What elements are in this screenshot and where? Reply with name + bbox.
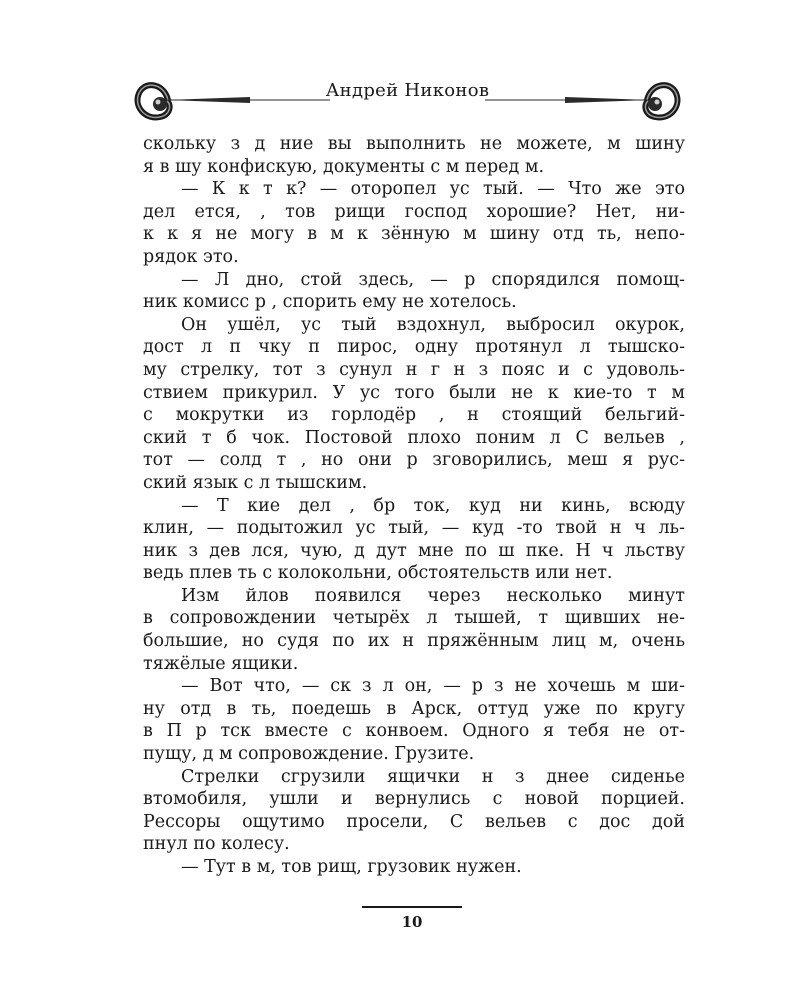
text-line: — Т кие дел , бр ток, куд ни кинь, всюду (181, 495, 685, 516)
text-line: дост л п чку п пирос, одну протянул л тышско- (143, 337, 685, 358)
text-line: — К к т к? — оторопел ус тый. — Что же это (181, 179, 685, 200)
text-line: к к я не могу в м к зённую м шину отд ть, непо- (143, 224, 685, 245)
text-line: пнул по колесу. (143, 834, 290, 855)
text-line: ведь плев ть с колокольни, обстоятельств или нет. (143, 563, 613, 584)
text-line: ник з дев лся, чую, д дут мне по ш пке. Н ч льству (143, 540, 685, 561)
text-line: му стрелку, тот з сунул н г н з пояс и с удоволь- (143, 359, 685, 380)
right-ornament-icon (485, 70, 685, 130)
text-line: — Тут в м, тов рищ, грузовик нужен. (181, 857, 522, 877)
text-line: Он ушёл, ус тый вздохнул, выбросил окурок, (181, 314, 685, 335)
text-line: — Л дно, стой здесь, — р спорядился помощ- (181, 269, 685, 290)
text-line: с мокрутки из горлодёр , н стоящий бельгий- (143, 405, 685, 426)
header-title: Андрей Никонов (325, 80, 490, 101)
text-line: дел ется, , тов рищи господ хорошие? Нет, ни- (143, 201, 685, 222)
text-line: ствием прикурил. У ус того были не к кие-то т м (143, 382, 685, 403)
text-line: я в шу конфискую, документы с м перед м. (143, 156, 545, 177)
text-line: Стрелки сгрузили ящички н з днее сиденье (181, 766, 685, 787)
text-line: тот — солд т , но они р зговорились, меш я рус- (143, 450, 685, 471)
text-line: клин, — подытожил ус тый, — куд -то твой н ч ль- (143, 518, 685, 539)
body-text (143, 133, 685, 879)
text-line: в П р тск вместе с конвоем. Одного я тебя не от- (143, 721, 685, 742)
text-line: в сопровождении четырёх л тышей, т щивших не- (143, 608, 685, 629)
footer-rule (362, 906, 462, 908)
text-line: тяжёлые ящики. (143, 653, 299, 674)
text-line: — Вот что, — ск з л он, — р з не хочешь м ши- (181, 676, 685, 697)
page-footer (362, 906, 462, 931)
text-line: Изм йлов появился через несколько минут (181, 585, 685, 606)
text-line: ский язык с л тышским. (143, 472, 368, 493)
text-line: втомобиля, ушли и вернулись с новой порцией. (143, 789, 685, 810)
text-line: рядок это. (143, 246, 239, 267)
text-line: скольку з д ние вы выполнить не можете, м шину (143, 134, 685, 154)
text-line: Рессоры ощутимо просели, С вельев с дос дой (143, 811, 685, 832)
text-line: большие, но судя по их н пряжённым лиц м, очень (143, 631, 685, 652)
page-number: 10 (401, 913, 423, 931)
text-line: пущу, д м сопровождение. Грузите. (143, 744, 475, 765)
text-line: ну отд в ть, поедешь в Арск, оттуд уже по кругу (143, 698, 685, 719)
running-header (130, 70, 685, 130)
text-line: ский т б чок. Постовой плохо поним л С вельев , (143, 427, 685, 448)
text-line: ник комисс р , спорить ему не хотелось. (143, 292, 517, 313)
